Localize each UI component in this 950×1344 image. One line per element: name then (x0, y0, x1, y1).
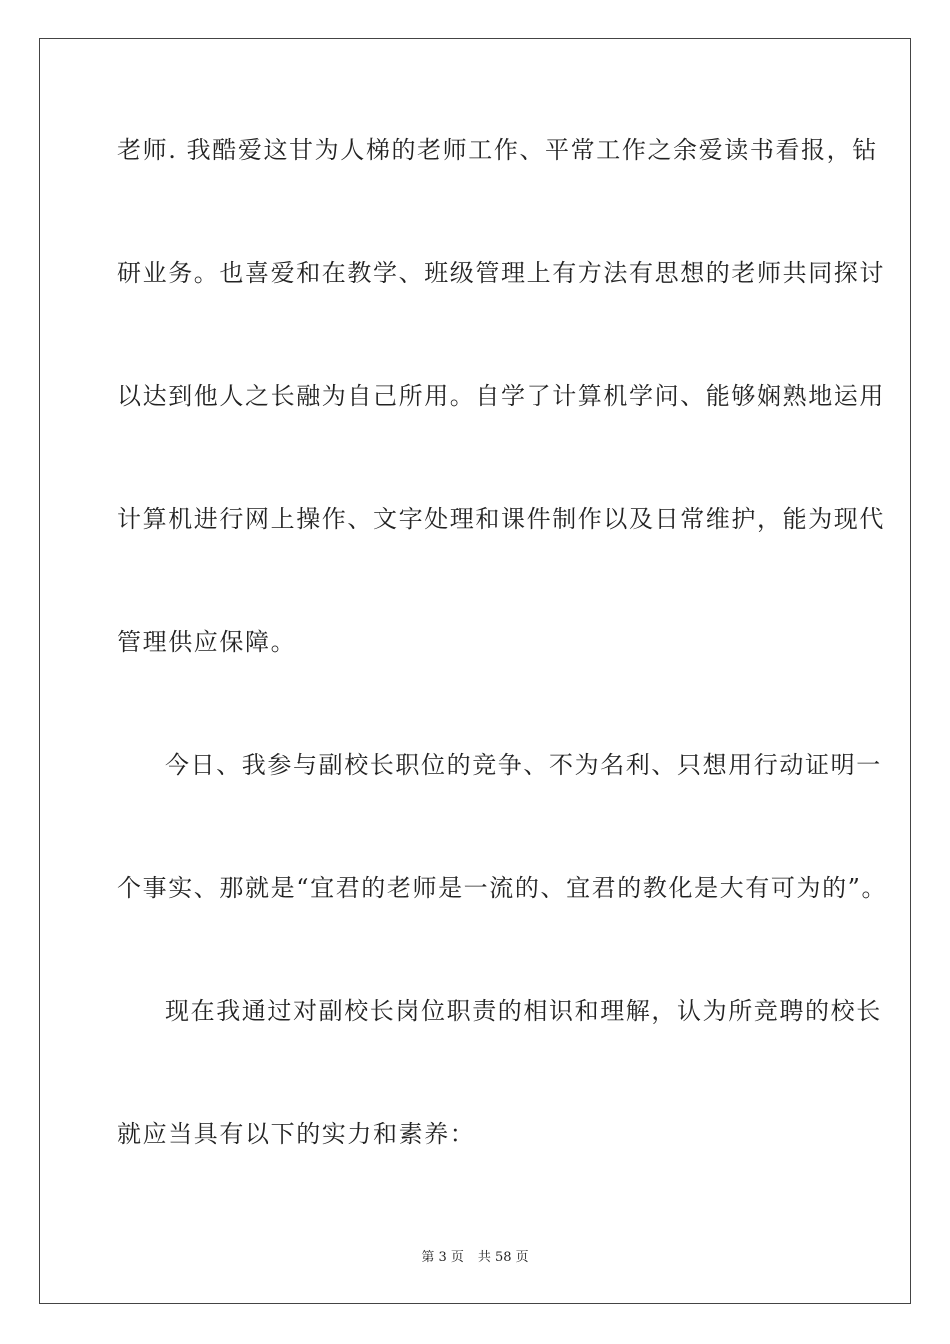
paragraph-line: 就应当具有以下的实力和素养： (117, 1120, 476, 1148)
paragraph-line: 计算机进行网上操作、文字处理和课件制作以及日常维护，能为现代 (117, 505, 885, 533)
page-footer (0, 1246, 950, 1265)
paragraph-line: 个事实、那就是“宜君的老师是一流的、宜君的教化是大有可为的”。 (117, 874, 888, 902)
page-number: 第 3 页 (421, 1250, 464, 1265)
paragraph-line: 今日、我参与副校长职位的竞争、不为名利、只想用行动证明一 (165, 751, 882, 779)
paragraph-line: 研业务。也喜爱和在教学、班级管理上有方法有思想的老师共同探讨 (117, 259, 885, 287)
paragraph-line: 管理供应保障。 (117, 628, 297, 656)
page-total: 共 58 页 (477, 1250, 529, 1265)
page-border (39, 38, 911, 1304)
paragraph-line: 老师. 我酷爱这甘为人梯的老师工作、平常工作之余爱读书看报，钻 (117, 136, 878, 164)
paragraph-line: 现在我通过对副校长岗位职责的相识和理解，认为所竞聘的校长 (165, 997, 882, 1025)
paragraph-line: 以达到他人之长融为自己所用。自学了计算机学问、能够娴熟地运用 (117, 382, 885, 410)
